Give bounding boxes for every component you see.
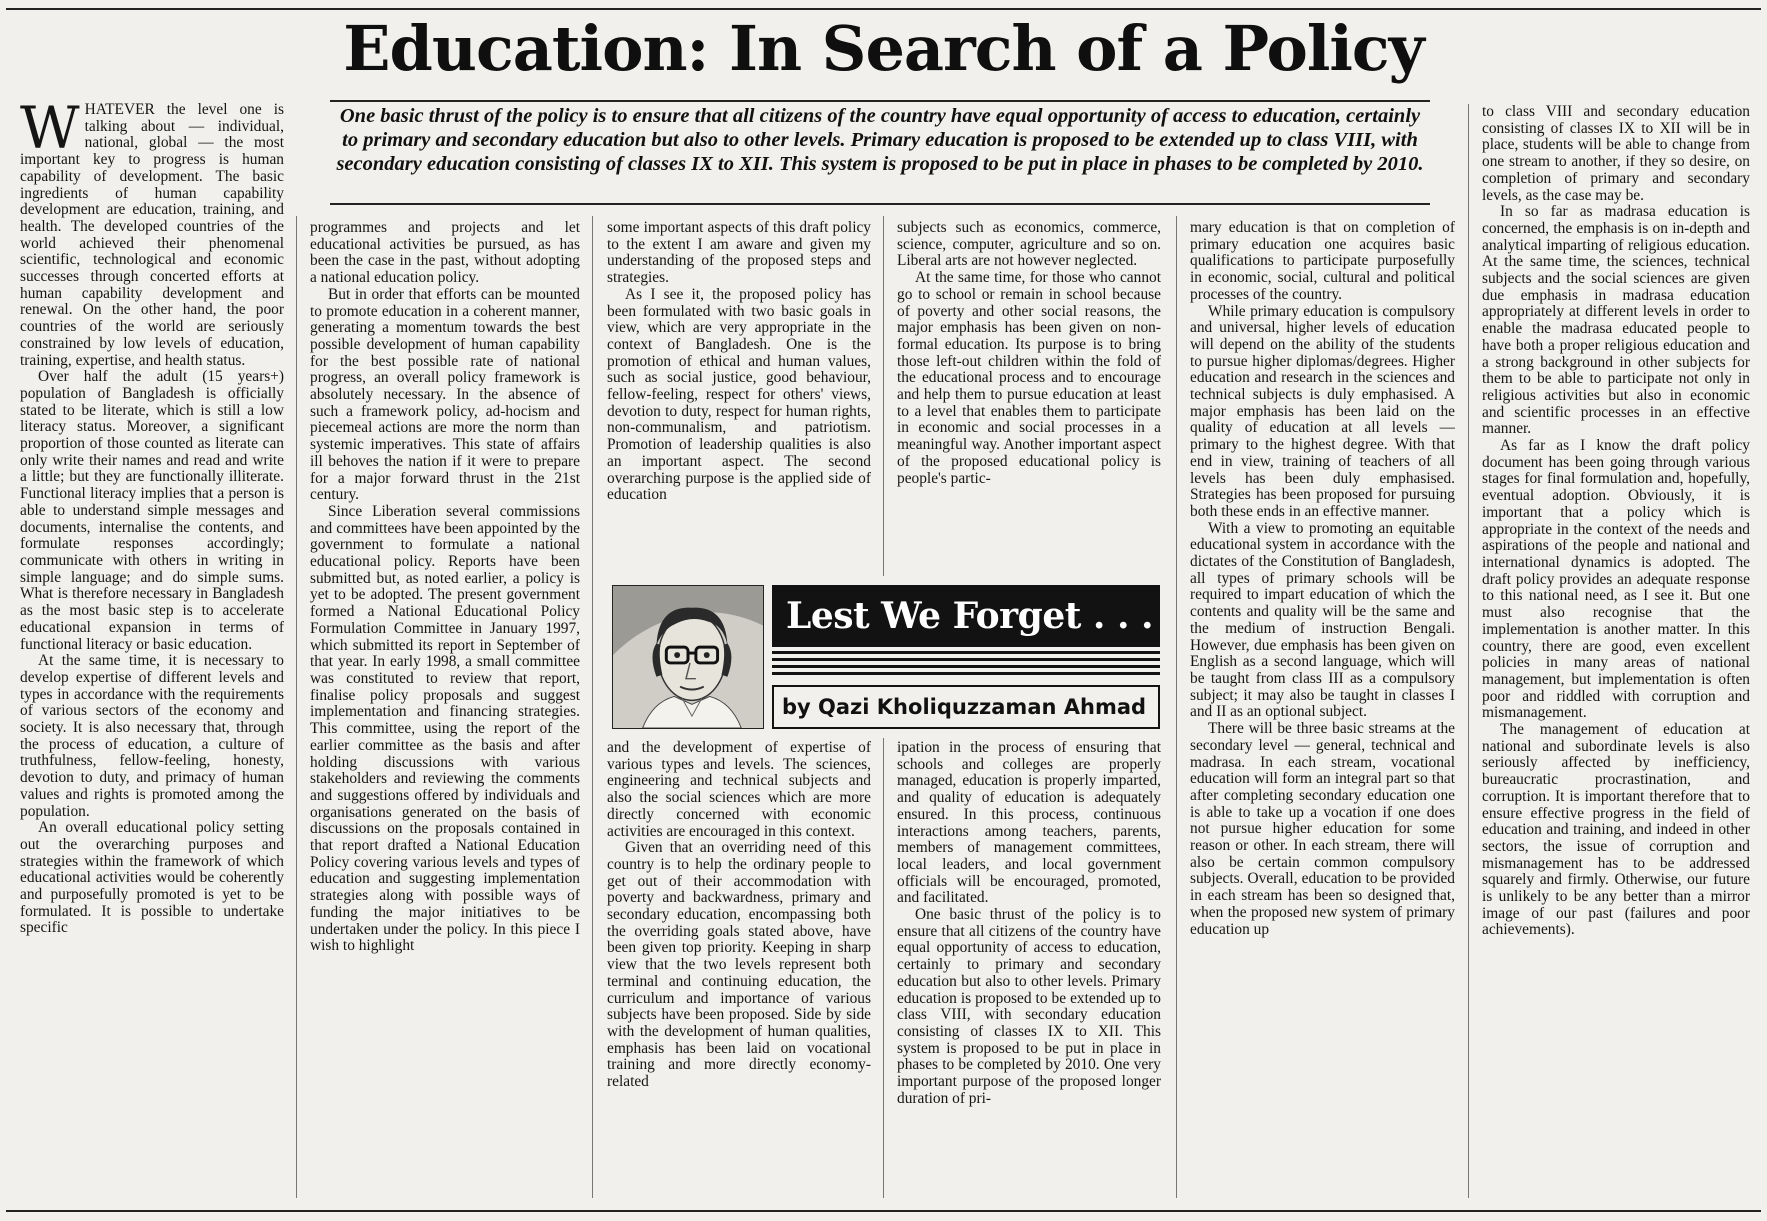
column-6 [1482, 104, 1750, 1200]
col6-paragraph-1: to class VIII and secondary education consisting of classes IX to XII will be in place, students will be able to change from one stream to another, if they so desire, on completion of primary and secondary levels, as the case may be. [1482, 104, 1750, 204]
column-title-banner: Lest We Forget . . . [772, 585, 1160, 647]
column-header-box [612, 585, 1160, 729]
col6-paragraph-4: The management of education at national and subordinate levels is also seriously affected by inefficiency, bureaucratic procrastination, and corruption. It is important therefore that to ensure effective progress in the field of education and training, and indeed in other sectors, the issue of corruption and mismanagement has to be addressed squarely and firmly. Otherwise, our future is unlikely to be any better than a mirror image of our past (failures and poor achievements). [1482, 721, 1750, 939]
col3-paragraph-1: some important aspects of this draft policy to the extent I am aware and given my understanding of the proposed steps and strategies. [607, 220, 871, 287]
col4-paragraph-3: ipation in the process of ensuring that schools and colleges are properly managed, education is properly imparted, and quality of education is adequately ensured. In this process, continuous interactions among teachers, parents, members of management committees, local leaders, and local government officials will be encouraged, promoted, and facilitated. [897, 740, 1161, 907]
col6-paragraph-3: As far as I know the draft policy document has been going through various stages for final formulation and, hopefully, eventual adoption. Obviously, it is important that a policy which is appropriate in the context of the needs and aspirations of the people and national and international dynamics is adopted. The draft policy provides an adequate response to this national need, as I see it. But one must also recognise that the implementation is another matter. In this country, there are good, even excellent policies in many areas of national management, but implementation is often poor and riddled with corruption and mismanagement. [1482, 437, 1750, 722]
col5-paragraph-1: mary education is that on completion of primary education one acquires basic qualifications to participate purposefully in economic, social, cultural and political processes of the country. [1190, 220, 1455, 303]
deck-bottom-rule [330, 203, 1430, 205]
author-portrait-image [613, 586, 763, 728]
column-rule [1176, 216, 1177, 1198]
col1-paragraph-3: At the same time, it is necessary to develop expertise of different levels and types in accordance with the requirements of various sectors of the economy and society. It is also necessary that, through the process of education, a culture of truthfulness, fellow-feeling, honesty, devotion to duty, and primacy of human values and rights is promoted among the population. [20, 652, 284, 820]
column-3-bottom [607, 740, 871, 1200]
column-3-top [607, 220, 871, 576]
top-rule [6, 8, 1761, 10]
byline: by Qazi Kholiquzzaman Ahmad [772, 685, 1160, 729]
column-2 [310, 220, 580, 1200]
col2-paragraph-2: But in order that efforts can be mounted to promote education in a coherent manner, generating a momentum towards the best possible development of human capability for the best possible rate of national progress, an overall policy framework is absolutely necessary. In the absence of such a framework policy, ad-hocism and piecemeal actions are more the norm than systemic imperatives. This state of affairs ill behoves the nation if it were to prepare for a major forward thrust in the 21st century. [310, 285, 580, 504]
column-5 [1190, 220, 1455, 1200]
col1-paragraph-2: Over half the adult (15 years+) population of Bangladesh is officially stated to be literate, which is still a low literacy status. Moreover, a significant proportion of those counted as literate can only write their names and read and write a little; but they are functionally illiterate. Functional literacy implies that a person is able to understand simple messages and documents, internalise the contents, and formulate responses accordingly; communicate with others in writing in simple language; and do simple sums. What is therefore necessary in Bangladesh as the most basic step is to accelerate educational expansion in terms of functional literacy or basic education. [20, 368, 284, 653]
col5-paragraph-3: With a view to promoting an equitable educational system in accordance with the dictates of the Constitution of Bangladesh, all types of primary schools will be required to impart education of which the contents and quality will be the same and the medium of instruction Bengali. However, due emphasis has been given on English as a second language, which will be taught from class III as a compulsory subject; it may also be taught in classes I and II as an optional subject. [1190, 519, 1455, 721]
column-1 [20, 102, 284, 1200]
column-rule [1468, 104, 1469, 1198]
column-rule [592, 216, 593, 1198]
col2-paragraph-3: Since Liberation several commissions and committees have been appointed by the government to formulate a national educational policy. Reports have been submitted but, as noted earlier, a policy is yet to be adopted. The present government formed a National Educational Policy Formulation Committee in January 1997, which submitted its report in September of that year. In early 1998, a small committee was constituted to review that report, finalise policy proposals and suggest implementation and financing strategies. This committee, using the report of the earlier committee as the basis and after holding discussions with various stakeholders and reviewing the comments and suggestions offered by individuals and organisations generated on the basis of discussions on the proposals contained in that report drafted a National Education Policy covering various levels and types of education and suggesting implementation strategies along with possible ways of funding the major initiatives to be undertaken under the policy. In this piece I wish to highlight [310, 502, 580, 955]
headline: Education: In Search of a Policy [343, 12, 1424, 85]
col1-paragraph-1: WHATEVER the level one is talking about — individual, national, global — the most important key to progress is human capability of development. The basic ingredients of human capability development are education, training, and health. The developed countries of the world achieved their phenomenal scientific, technological and economic successes through concerted efforts at human capability development and renewal. On the other hand, the poor countries of the world are seriously constrained by low levels of education, training, expertise, and health status. [20, 102, 284, 369]
col2-paragraph-1: programmes and projects and let educational activities be pursued, as has been the case in the past, without adopting a national education policy. [310, 220, 580, 287]
deck-summary: One basic thrust of the policy is to ensure that all citizens of the country have equal opportunity of access to education, certainly to primary and secondary education but also to other levels. Primary education is proposed to be extended up to class VIII, with secondary education consisting of classes IX to XII. This system is proposed to be put in place in phases to be completed by 2010. [336, 105, 1424, 175]
col4-paragraph-2: At the same time, for those who cannot go to school or remain in school because of poverty and other social reasons, the major emphasis has been given on non-formal education. Its purpose is to bring those left-out children within the fold of the educational process and to encourage and help them to pursue education at least to a level that enables them to participate in economic and social processes in a meaningful way. Another important aspect of the proposed educational policy is people's partic- [897, 269, 1161, 487]
drop-cap: W [20, 102, 80, 162]
col6-paragraph-2: In so far as madrasa education is concerned, the emphasis is on in-depth and analytical imparting of religious education. At the same time, the sciences, technical subjects and the social sciences are given due emphasis in madrasa education appropriately at different levels in order to enable the madrasa educated people to have both a proper religious education and a strong background in other subjects for them to be able to participate not only in religious activities but also in economic and scientific processes in an effective manner. [1482, 203, 1750, 438]
col4-paragraph-4: One basic thrust of the policy is to ensure that all citizens of the country have equal opportunity of access to education, certainly to primary and secondary education but also to other levels. Primary education is proposed to be extended up to class VIII, with secondary education consisting of classes IX to XII. This system is proposed to be put in place in phases to be completed by 2010. One very important purpose of the proposed longer duration of pri- [897, 906, 1161, 1107]
col4-paragraph-1: subjects such as economics, commerce, science, computer, agriculture and so on. Liberal arts are not however neglected. [897, 220, 1161, 270]
column-rule [883, 216, 884, 576]
col5-paragraph-2: While primary education is compulsory and universal, higher levels of education will depend on the ability of the students to pursue higher diplomas/degrees. Higher education and research in the sciences and technical subjects is duly emphasised. A major emphasis has been laid on the quality of education at all levels — primary to the highest degree. With that end in view, training of teachers of all levels has been duly emphasised. Strategies has been proposed for pursuing both these ends in an effective manner. [1190, 302, 1455, 520]
col1-paragraph-4: An overall educational policy setting out the overarching purposes and strategies within the framework of which educational activities would be coherently and purposefully promoted is yet to be formulated. It is possible to undertake specific [20, 819, 284, 937]
col5-paragraph-4: There will be three basic streams at the secondary level — general, technical and madrasa. In each stream, vocational education will form an integral part so that after completing secondary education one is able to take up a vocation if one does not pursue higher education for some reason or other. In each stream, there will also be certain common compulsory subjects. Overall, education to be provided in each stream has been so designed that, when the proposed new system of primary education up [1190, 720, 1455, 938]
author-photo [612, 585, 764, 729]
bottom-rule [6, 1210, 1761, 1212]
col3-paragraph-3: and the development of expertise of various types and levels. The sciences, engineering and technical subjects and also the social sciences which are more directly concerned with economic activities are encouraged in this context. [607, 740, 871, 840]
col3-paragraph-2: As I see it, the proposed policy has been formulated with two basic goals in view, which are very appropriate in the context of Bangladesh. One is the promotion of ethical and human values, such as social justice, good behaviour, fellow-feeling, respect for others' views, devotion to duty, respect for human rights, non-communalism, and patriotism. Promotion of leadership qualities is also an important aspect. The second overarching purpose is the applied side of education [607, 285, 871, 504]
col3-paragraph-4: Given that an overriding need of this country is to help the ordinary people to get out of their accommodation with poverty and backwardness, primary and secondary education, encompassing both the overriding goals stated above, have been given top priority. Keeping in sharp view that the two levels represent both terminal and continuing education, the curriculum and importance of various subjects have been proposed. Side by side with the development of human qualities, emphasis has been laid on vocational training and more directly economy-related [607, 839, 871, 1091]
column-4-top [897, 220, 1161, 576]
column-rule [883, 738, 884, 1198]
decorative-stripes [772, 651, 1160, 681]
deck-top-rule [330, 100, 1430, 102]
column-4-bottom [897, 740, 1161, 1200]
column-rule [296, 216, 297, 1198]
